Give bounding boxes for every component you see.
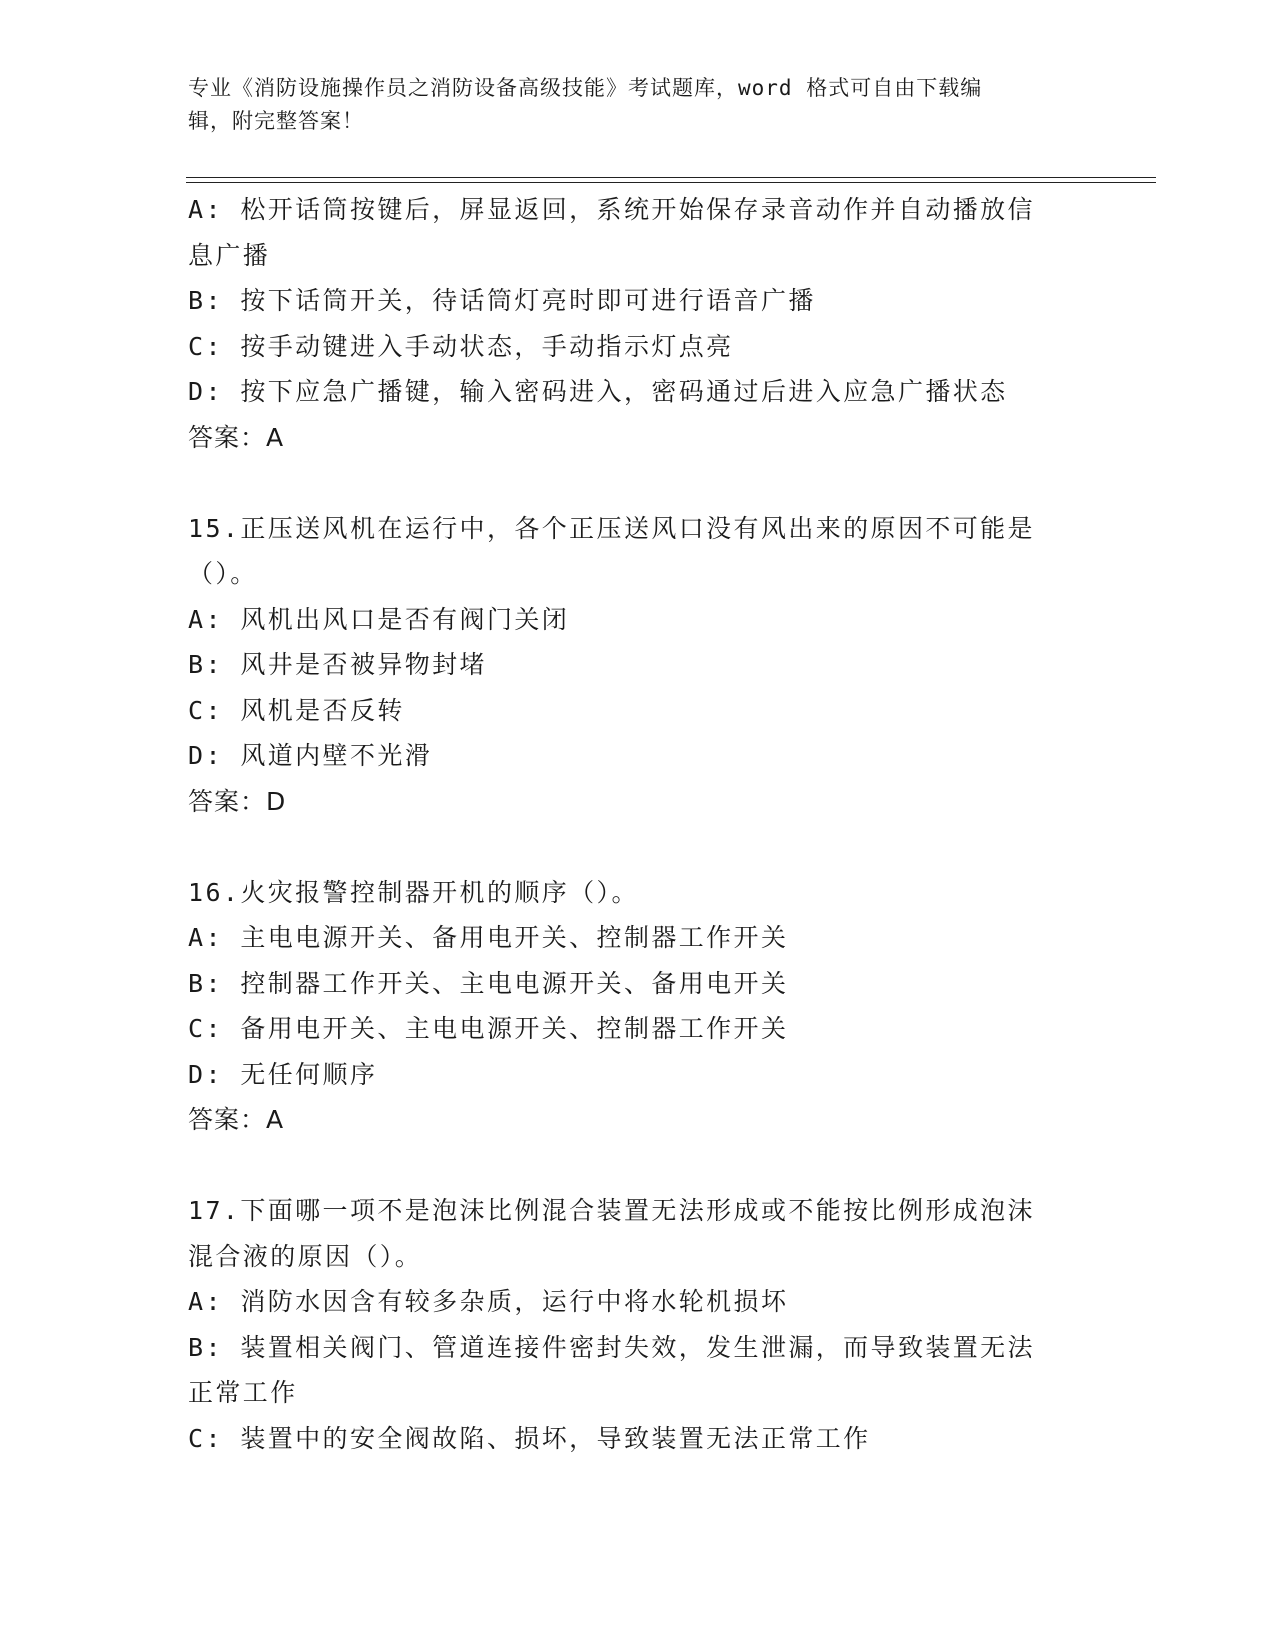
q16-option-c: C: 备用电开关、主电电源开关、控制器工作开关 — [188, 1014, 789, 1043]
question-15-block — [188, 506, 1088, 825]
header-line-1: 专业《消防设施操作员之消防设备高级技能》考试题库，word 格式可自由下载编 — [188, 76, 983, 100]
q15-answer: 答案：D — [188, 786, 287, 816]
question-list — [188, 187, 1088, 1461]
q14-option-c: C: 按手动键进入手动状态，手动指示灯点亮 — [188, 331, 734, 361]
q17-option-b-line-2: 正常工作 — [188, 1378, 298, 1407]
question-14-block — [188, 187, 1088, 460]
q16-option-d: D: 无任何顺序 — [188, 1059, 378, 1089]
q17-option-b-line-1: B: 装置相关阀门、管道连接件密封失效，发生泄漏，而导致装置无法 — [188, 1332, 1035, 1362]
q15-option-d: D: 风道内壁不光滑 — [188, 741, 433, 770]
q14-option-b: B: 按下话筒开关，待话筒灯亮时即可进行语音广播 — [188, 286, 816, 315]
q14-option-a-line-2: 息广播 — [188, 240, 271, 270]
q14-option-a-line-1: A: 松开话筒按键后，屏显返回，系统开始保存录音动作并自动播放信 — [188, 195, 1035, 224]
q17-option-c: C: 装置中的安全阀故陷、损坏，导致装置无法正常工作 — [188, 1423, 871, 1453]
q15-question-line-1: 15.正压送风机在运行中，各个正压送风口没有风出来的原因不可能是 — [188, 513, 1035, 543]
q15-question-line-2: （）。 — [188, 559, 258, 588]
q16-answer: 答案：A — [188, 1105, 285, 1134]
q15-option-c: C: 风机是否反转 — [188, 695, 405, 725]
header-divider-bottom — [186, 182, 1156, 183]
header-divider-top — [186, 177, 1156, 178]
q15-option-a: A: 风机出风口是否有阀门关闭 — [188, 604, 570, 634]
q14-option-d: D: 按下应急广播键，输入密码进入，密码通过后进入应急广播状态 — [188, 377, 1008, 406]
q17-question-line-2: 混合液的原因（）。 — [188, 1241, 423, 1271]
question-16-block — [188, 870, 1088, 1143]
q16-option-b: B: 控制器工作开关、主电电源开关、备用电开关 — [188, 968, 789, 998]
q16-option-a: A: 主电电源开关、备用电开关、控制器工作开关 — [188, 923, 789, 952]
q14-answer: 答案：A — [188, 422, 285, 452]
q16-question: 16.火灾报警控制器开机的顺序（）。 — [188, 877, 639, 907]
q15-option-b: B: 风井是否被异物封堵 — [188, 650, 487, 679]
document-header — [188, 72, 1068, 138]
q17-question-line-1: 17.下面哪一项不是泡沫比例混合装置无法形成或不能按比例形成泡沫 — [188, 1196, 1035, 1225]
question-17-block — [188, 1188, 1088, 1461]
q17-option-a: A: 消防水因含有较多杂质，运行中将水轮机损坏 — [188, 1287, 789, 1316]
header-line-2: 辑，附完整答案！ — [188, 109, 364, 133]
